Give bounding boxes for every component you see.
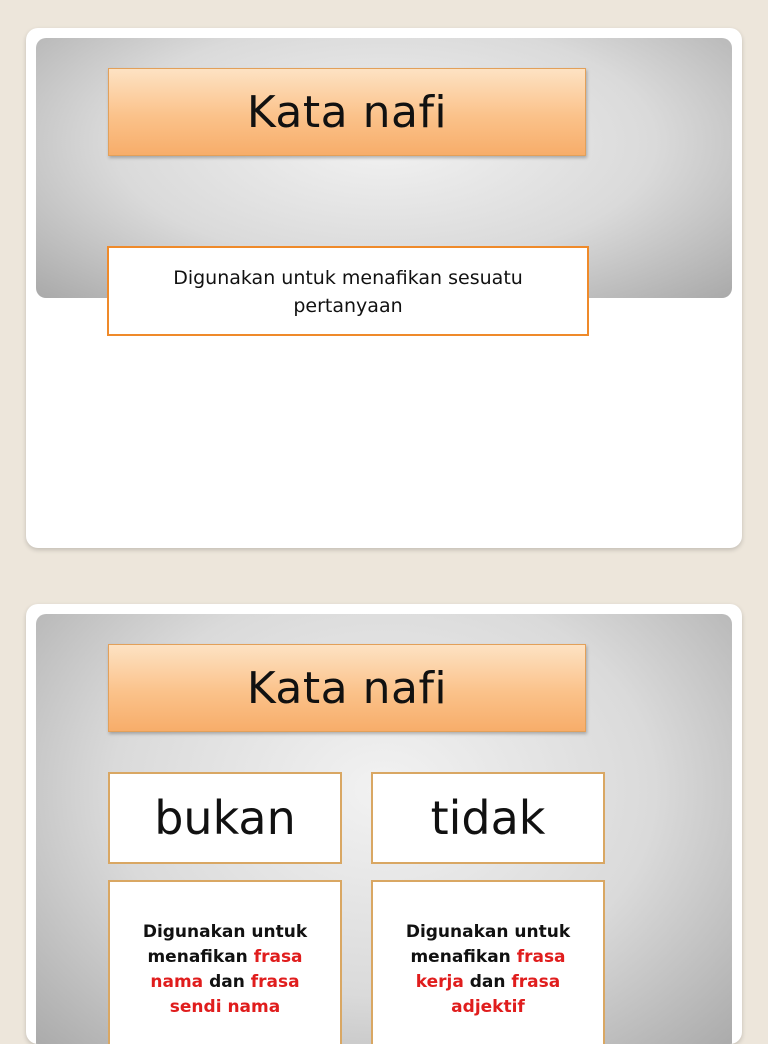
definition-text <box>128 264 568 320</box>
desc-bukan-line-2-prefix: menafikan <box>147 947 254 967</box>
desc-bukan-line-1: Digunakan untuk <box>142 922 308 942</box>
slide-2-title: Kata nafi <box>246 662 448 714</box>
desc-bukan-highlight-frasa-1: frasa <box>253 947 303 967</box>
description-text-tidak <box>373 920 603 1020</box>
slide-2-title-box <box>108 644 586 732</box>
desc-bukan-connector: dan <box>203 972 251 992</box>
slide-1 <box>26 28 742 548</box>
description-box-bukan <box>108 880 342 1044</box>
definition-line-2: pertanyaan <box>293 295 403 317</box>
desc-tidak-connector: dan <box>463 972 512 992</box>
desc-tidak-highlight-frasa-1: frasa <box>516 947 566 967</box>
definition-box <box>107 246 589 336</box>
desc-tidak-highlight-kerja: kerja <box>415 972 464 992</box>
description-text-bukan <box>110 920 340 1020</box>
slide-1-title-box <box>108 68 586 156</box>
desc-bukan-highlight-frasa-2: frasa <box>250 972 300 992</box>
word-bukan: bukan <box>154 791 296 845</box>
slide-2 <box>26 604 742 1044</box>
word-box-bukan <box>108 772 342 864</box>
desc-tidak-line-1: Digunakan untuk <box>405 922 571 942</box>
desc-tidak-line-2-prefix: menafikan <box>410 947 517 967</box>
slide-1-title: Kata nafi <box>246 86 448 138</box>
desc-bukan-highlight-nama: nama <box>150 972 204 992</box>
definition-line-1: Digunakan untuk menafikan sesuatu <box>173 267 523 289</box>
desc-bukan-highlight-sendi-nama: sendi nama <box>169 997 281 1017</box>
word-tidak: tidak <box>430 791 546 845</box>
word-box-tidak <box>371 772 605 864</box>
desc-tidak-highlight-frasa-2: frasa <box>511 972 561 992</box>
desc-tidak-highlight-adjektif: adjektif <box>451 997 525 1017</box>
description-box-tidak <box>371 880 605 1044</box>
